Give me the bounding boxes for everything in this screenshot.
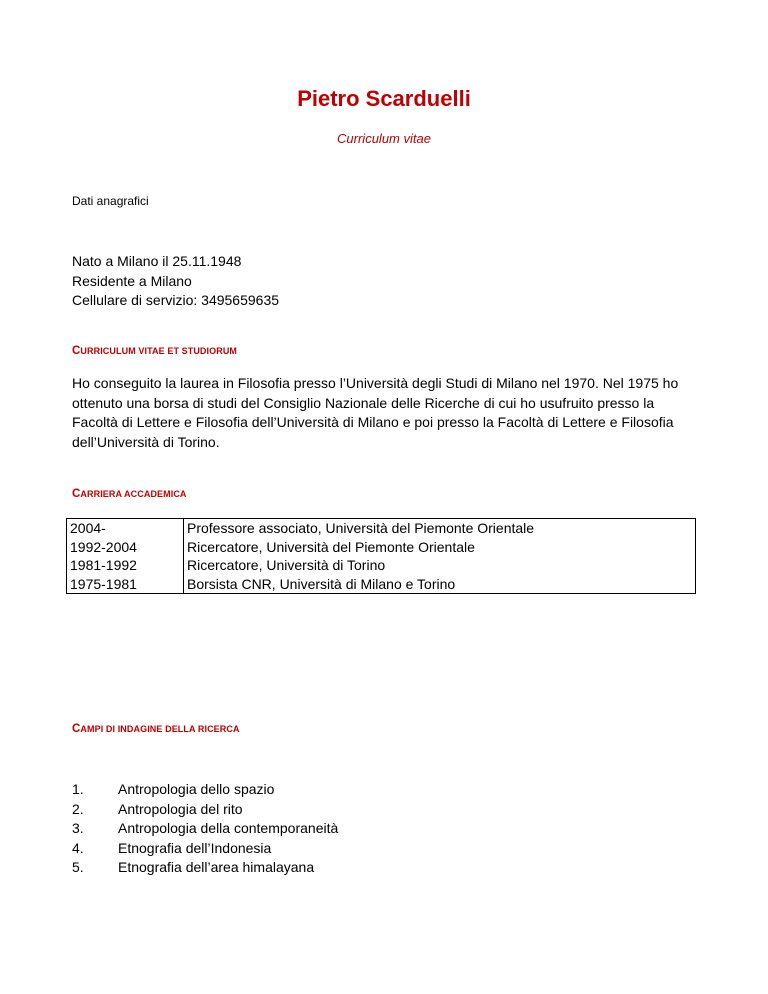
- table-row: [67, 575, 696, 594]
- list-item: [72, 819, 338, 839]
- section-heading-cap: C: [72, 488, 81, 500]
- career-period: 1975-1981: [67, 575, 184, 594]
- document-title: Pietro Scarduelli: [297, 86, 471, 111]
- section-heading-cap: C: [72, 723, 81, 735]
- phone-line: Cellulare di servizio: 3495659635: [72, 292, 280, 308]
- residence-line: Residente a Milano: [72, 272, 192, 289]
- personal-data-block: [72, 252, 692, 311]
- list-number: 5.: [72, 859, 84, 876]
- section-heading-cap: C: [72, 345, 81, 357]
- career-period: 2004-: [67, 519, 184, 538]
- document-subtitle: Curriculum vitae: [337, 131, 431, 146]
- career-role: Professore associato, Università del Piemonte Orientale: [184, 519, 696, 538]
- list-item: [72, 858, 338, 878]
- list-text: Antropologia della contemporaneità: [118, 820, 339, 837]
- birth-line: Nato a Milano il 25.11.1948: [72, 253, 242, 269]
- list-text: Antropologia dello spazio: [118, 781, 275, 797]
- section-heading-rest: ARRIERA ACCADEMICA: [80, 489, 187, 499]
- career-table: [66, 518, 696, 594]
- career-period: 1992-2004: [67, 538, 184, 557]
- list-number: 2.: [72, 800, 84, 817]
- list-item: [72, 780, 338, 800]
- studies-paragraph: Ho conseguito la laurea in Filosofia presso l’Università degli Studi di Milano nel 1970. Nel 1975 ho ottenuto una borsa di studi del Consiglio Nazionale delle Ricerche di cui ho usufruito presso la Facoltà di Lettere e Filosofia dell’Università di Milano e poi presso la Facoltà di Lettere e Filosofia dell’Università di Torino.: [72, 375, 679, 450]
- list-item: [72, 800, 338, 820]
- list-text: Antropologia del rito: [118, 800, 243, 817]
- list-text: Etnografia dell’Indonesia: [118, 839, 272, 856]
- section-heading-rest: URRICULUM VITAE ET STUDIORUM: [80, 346, 238, 356]
- table-row: [67, 538, 696, 557]
- research-fields-list: [72, 780, 338, 878]
- section-heading-rest: AMPI DI INDAGINE DELLA RICERCA: [80, 724, 240, 734]
- list-item: [72, 839, 338, 859]
- section-heading-studies: [72, 345, 237, 357]
- table-row: [67, 556, 696, 575]
- career-role: Ricercatore, Università del Piemonte Orientale: [184, 538, 696, 557]
- table-row: [67, 519, 696, 538]
- personal-data-heading: Dati anagrafici: [72, 194, 149, 208]
- list-text: Etnografia dell’area himalayana: [118, 859, 315, 876]
- list-number: 4.: [72, 839, 84, 856]
- career-role: Ricercatore, Università di Torino: [184, 556, 696, 575]
- list-number: 3.: [72, 820, 84, 837]
- section-heading-career: [72, 488, 187, 500]
- list-number: 1.: [72, 781, 84, 797]
- career-period: 1981-1992: [67, 556, 184, 575]
- section-heading-research: [72, 723, 240, 735]
- career-role: Borsista CNR, Università di Milano e Torino: [184, 575, 696, 594]
